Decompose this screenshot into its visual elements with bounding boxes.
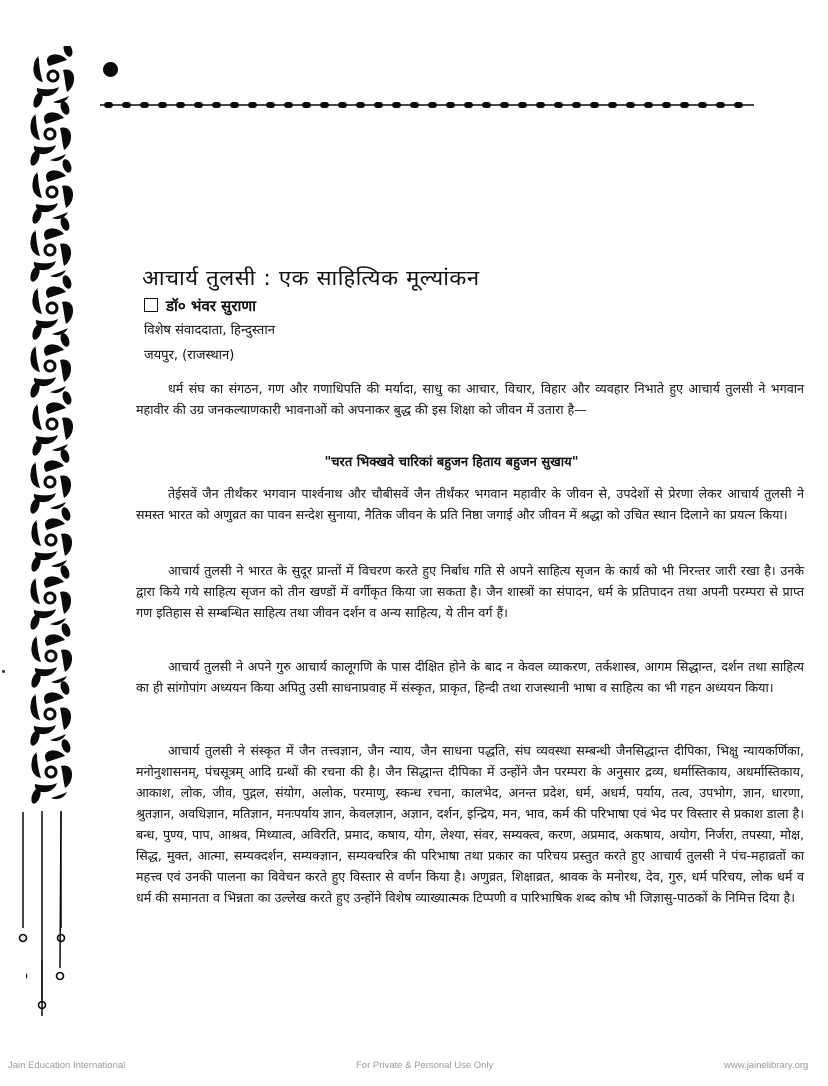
scan-speck <box>2 670 5 673</box>
footer-website-link[interactable]: www.jainelibrary.org <box>724 1060 809 1071</box>
author-name: डॉ० भंवर सुराणा <box>166 297 257 315</box>
footer-publisher: Jain Education International <box>8 1060 126 1071</box>
author-affiliation: विशेष संवाददाता, हिन्दुस्तान <box>144 323 275 338</box>
checkbox-square-glyph <box>144 298 158 312</box>
decorative-dotted-rule <box>100 100 754 110</box>
paragraph-1: धर्म संघ का संगठन, गण और गणाधिपति की मर्यादा, साधु का आचार, विचार, विहार और व्यवहार निभाते हुए आचार्य तुलसी ने भगवान महावीर की उग्र जनकल्याणकारी भावनाओं को अपनाकर बुद्ध की इस शिक्षा को जीवन में उतारा है— <box>136 381 804 417</box>
decorative-paisley-border <box>26 46 76 1016</box>
footer-usage-note: For Private & Personal Use Only <box>356 1060 494 1071</box>
paragraph-2: तेईसवें जैन तीर्थंकर भगवान पार्श्वनाथ और चौबीसवें जैन तीर्थंकर भगवान महावीर के जीवन से, उपदेशों से प्रेरणा लेकर आचार्य तुलसी ने समस्त भारत को अणुव्रत का पावन सन्देश सुनाया, नैतिक जीवन के प्रति निष्ठा जगाई और जीवन में श्रद्धा को उचित स्थान दिलाने का प्रयत्न किया। <box>136 486 804 522</box>
bullet-dot-ornament <box>103 62 118 77</box>
paragraph-3: आचार्य तुलसी ने भारत के सुदूर प्रान्तों में विचरण करते हुए निर्बाध गति से अपने साहित्य सृजन के कार्य को भी निरन्तर जारी रखा है। उनके द्वारा किये गये साहित्य सृजन को तीन खण्डों में वर्गीकृत किया जा सकता है। जैन शास्त्रों का संपादन, धर्म के प्रतिपादन तथा अपनी परम्परा से प्राप्त गण इतिहास से सम्बन्धित साहित्य तथा जीवन दर्शन व अन्य साहित्य, ये तीन वर्ग हैं। <box>136 563 804 620</box>
article-title: आचार्य तुलसी : एक साहित्यिक मूल्यांकन <box>142 266 480 290</box>
paragraph-4: आचार्य तुलसी ने अपने गुरु आचार्य कालूगणि के पास दीक्षित होने के बाद न केवल व्याकरण, तर्कशास्त्र, आगम सिद्धान्त, दर्शन तथा साहित्य का ही सांगोपांग अध्ययन किया अपितु उसी साधनाप्रवाह में संस्कृत, प्राकृत, हिन्दी तथा राजस्थानी भाषा व साहित्य का भी गहन अध्ययन किया। <box>136 659 804 695</box>
author-location: जयपुर, (राजस्थान) <box>144 348 235 363</box>
author-byline <box>144 296 256 316</box>
block-quote: "चरत भिक्खवे चारिकां बहुजन हिताय बहुजन सुखाय" <box>324 455 579 470</box>
paragraph-5: आचार्य तुलसी ने संस्कृत में जैन तत्त्वज्ञान, जैन न्याय, जैन साधना पद्धति, संघ व्यवस्था सम्बन्धी जैनसिद्धान्त दीपिका, भिक्षु न्यायकर्णिका, मनोनुशासनम्, पंचसूत्रम् आदि ग्रन्थों की रचना की है। जैन सिद्धान्त दीपिका में उन्होंने जैन परम्परा के अनुसार द्रव्य, धर्मास्तिकाय, अधर्मास्तिकाय, आकाश, लोक, जीव, पुद्गल, संयोग, अलोक, परमाणु, स्कन्ध रचना, कालभेद, अनन्त प्रदेश, धर्म, अधर्म, पर्याय, तत्व, उपभोग, ज्ञान, धारणा, श्रुतज्ञान, अवधिज्ञान, मतिज्ञान, मनःपर्याय ज्ञान, केवलज्ञान, अज्ञान, दर्शन, इन्द्रिय, मन, भाव, कर्म की परिभाषा एवं भेद पर विस्तार से प्रकाश डाला है। बन्ध, पुण्य, पाप, आश्रव, मिथ्यात्व, अविरति, प्रमाद, कषाय, योग, लेश्या, संवर, सम्यक्त्व, करण, अप्रमाद, अकषाय, अयोग, निर्जरा, तपस्या, मोक्ष, सिद्ध, मुक्त, आत्मा, सम्यक्दर्शन, सम्यक्ज्ञान, सम्यक्चरित्र की परिभाषा तथा प्रकार का परिचय प्रस्तुत करते हुए आचार्य तुलसी ने पंच-महाव्रतों का महत्त्व एवं उनकी पालना का विवेचन करते हुए विस्तार से वर्णन किया है। अणुव्रत, शिक्षाव्रत, श्रावक के मनोरथ, देव, गुरु, धर्म परिचय, लोक धर्म व धर्म की समानता व भिन्नता का उल्लेख करते हुए उन्होंने विशेष व्याख्यात्मक टिप्पणी व पारिभाषिक शब्द कोष भी जिज्ञासु-पाठकों के निमित्त दिया है। <box>136 743 804 905</box>
